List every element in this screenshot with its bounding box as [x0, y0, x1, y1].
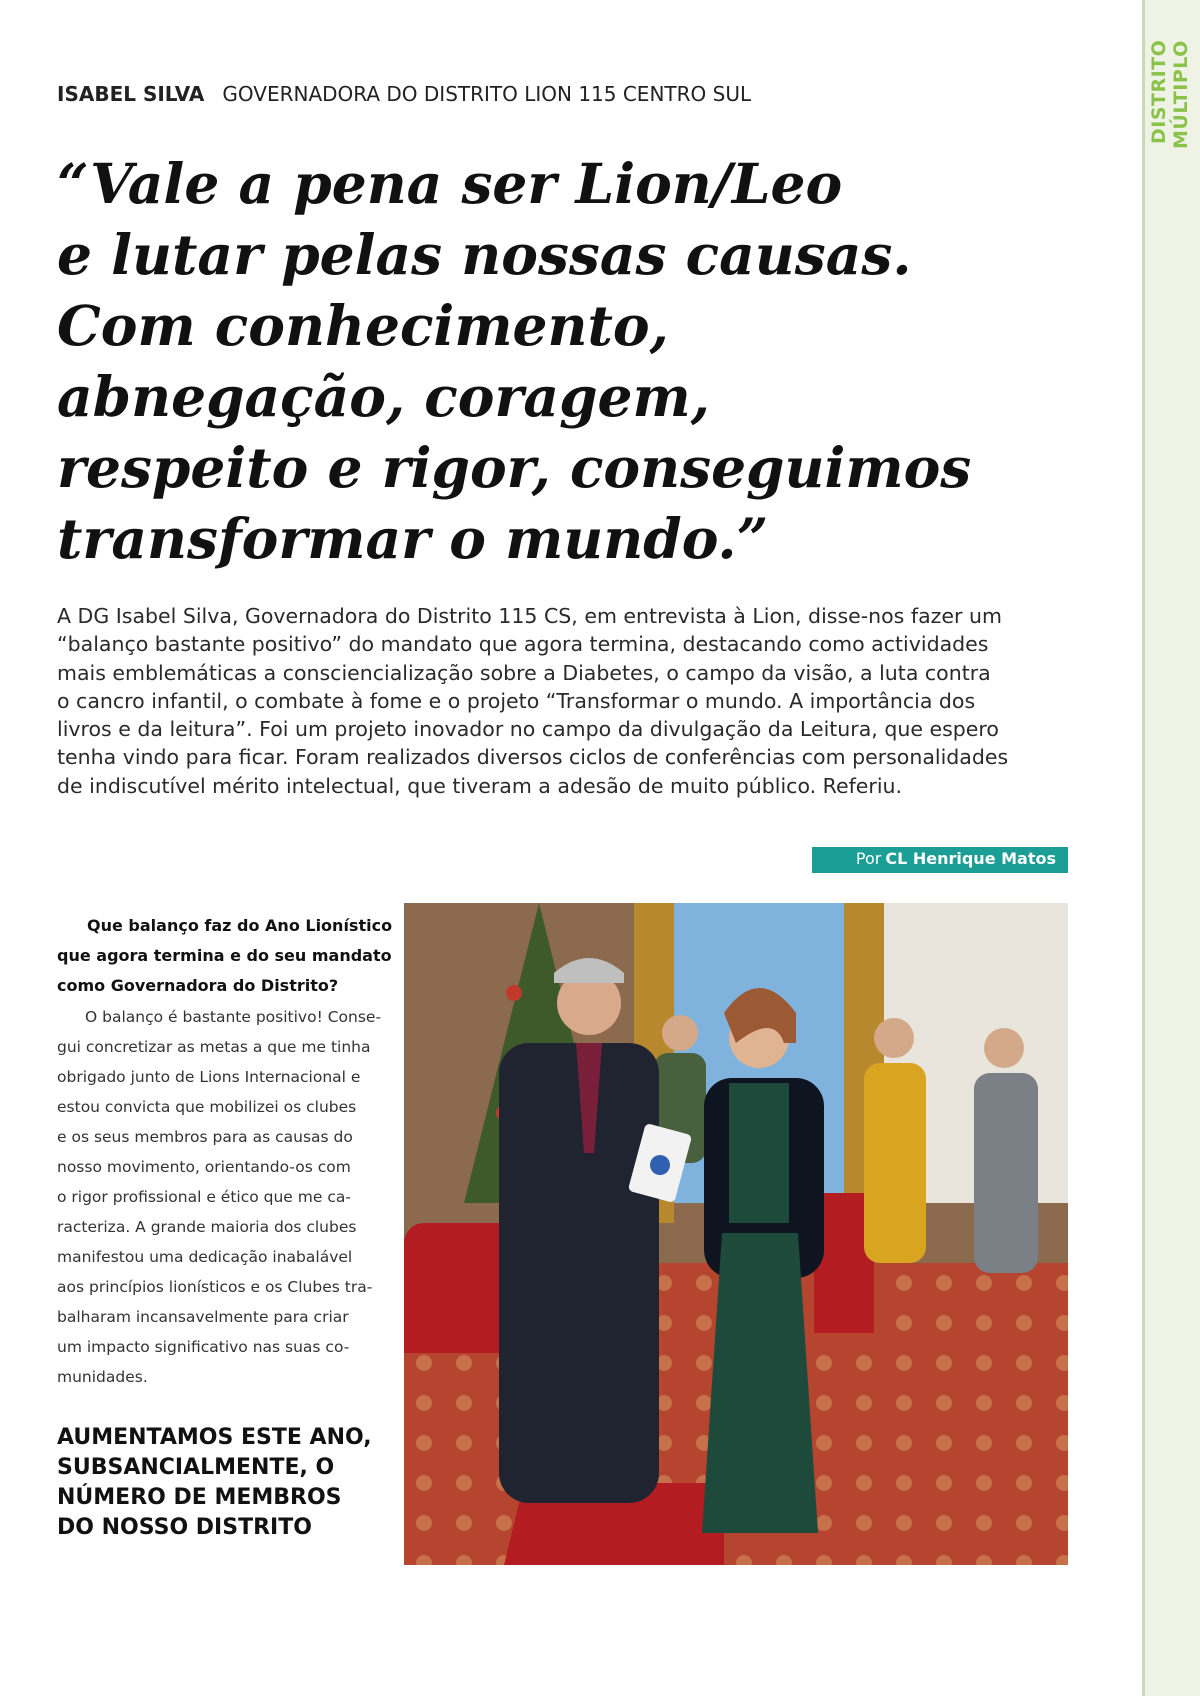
- intro-line: mais emblemáticas a consciencialização sobre a Diabetes, o campo da visão, a luta contra: [57, 660, 991, 685]
- answer-line: o rigor profissional e ético que me ca-: [57, 1188, 351, 1206]
- headline-line: “Vale a pena ser Lion/Leo: [57, 151, 843, 216]
- byline-prefix: Por: [855, 849, 882, 868]
- intro-line: o cancro infantil, o combate à fome e o projeto “Transformar o mundo. A importância dos: [57, 688, 976, 713]
- answer-line: O balanço é bastante positivo! Conse-: [85, 1008, 382, 1026]
- answer-line: munidades.: [57, 1368, 148, 1386]
- headline-line: e lutar pelas nossas causas.: [57, 222, 912, 287]
- headline-line: respeito e rigor, conseguimos: [57, 435, 972, 500]
- interview-question: [57, 911, 393, 1001]
- article-photo: [404, 903, 1068, 1565]
- kicker-name: ISABEL SILVA: [57, 82, 205, 106]
- answer-line: aos princípios lionísticos e os Clubes tra-: [57, 1278, 373, 1296]
- pull-quote-line: NÚMERO DE MEMBROS: [57, 1485, 342, 1510]
- headline-line: transformar o mundo.”: [57, 506, 769, 571]
- answer-line: balharam incansavelmente para criar: [57, 1308, 349, 1326]
- answer-line: obrigado junto de Lions Internacional e: [57, 1068, 361, 1086]
- kicker-role: GOVERNADORA DO DISTRITO LION 115 CENTRO SUL: [222, 82, 752, 106]
- question-line: que agora termina e do seu mandato: [57, 946, 392, 965]
- headline-line: abnegação, coragem,: [57, 364, 710, 429]
- answer-line: manifestou uma dedicação inabalável: [57, 1248, 353, 1266]
- headline-quote: [57, 148, 1117, 574]
- pull-quote: [57, 1423, 387, 1543]
- question-line: como Governadora do Distrito?: [57, 976, 339, 995]
- answer-line: racteriza. A grande maioria dos clubes: [57, 1218, 357, 1236]
- pull-quote-line: SUBSANCIALMENTE, O: [57, 1455, 335, 1480]
- intro-line: de indiscutível mérito intelectual, que tiveram a adesão de muito público. Referiu.: [57, 773, 903, 798]
- byline-badge: [812, 847, 1068, 873]
- pull-quote-line: DO NOSSO DISTRITO: [57, 1515, 312, 1540]
- answer-line: um impacto significativo nas suas co-: [57, 1338, 350, 1356]
- question-line: Que balanço faz do Ano Lionístico: [87, 916, 393, 935]
- answer-line: estou convicta que mobilizei os clubes: [57, 1098, 357, 1116]
- answer-line: gui concretizar as metas a que me tinha: [57, 1038, 371, 1056]
- intro-line: “balanço bastante positivo” do mandato que agora termina, destacando como actividades: [57, 632, 989, 657]
- intro-line: tenha vindo para ficar. Foram realizados diversos ciclos de conferências com personalidades: [57, 745, 1009, 770]
- intro-paragraph: [57, 602, 1077, 800]
- answer-line: nosso movimento, orientando-os com: [57, 1158, 351, 1176]
- photo-illustration: [404, 903, 1068, 1565]
- section-tab-label: DISTRITO MÚLTIPLO: [1148, 40, 1192, 149]
- intro-line: A DG Isabel Silva, Governadora do Distrito 115 CS, em entrevista à Lion, disse-nos fazer um: [57, 604, 1002, 628]
- answer-line: e os seus membros para as causas do: [57, 1128, 353, 1146]
- kicker: [57, 82, 1117, 106]
- pull-quote-line: AUMENTAMOS ESTE ANO,: [57, 1425, 372, 1450]
- intro-line: livros e da leitura”. Foi um projeto inovador no campo da divulgação da Leitura, que espero: [57, 717, 999, 742]
- interview-answer: [57, 1002, 387, 1392]
- headline-line: Com conhecimento,: [57, 293, 669, 358]
- byline-author: CL Henrique Matos: [885, 849, 1056, 868]
